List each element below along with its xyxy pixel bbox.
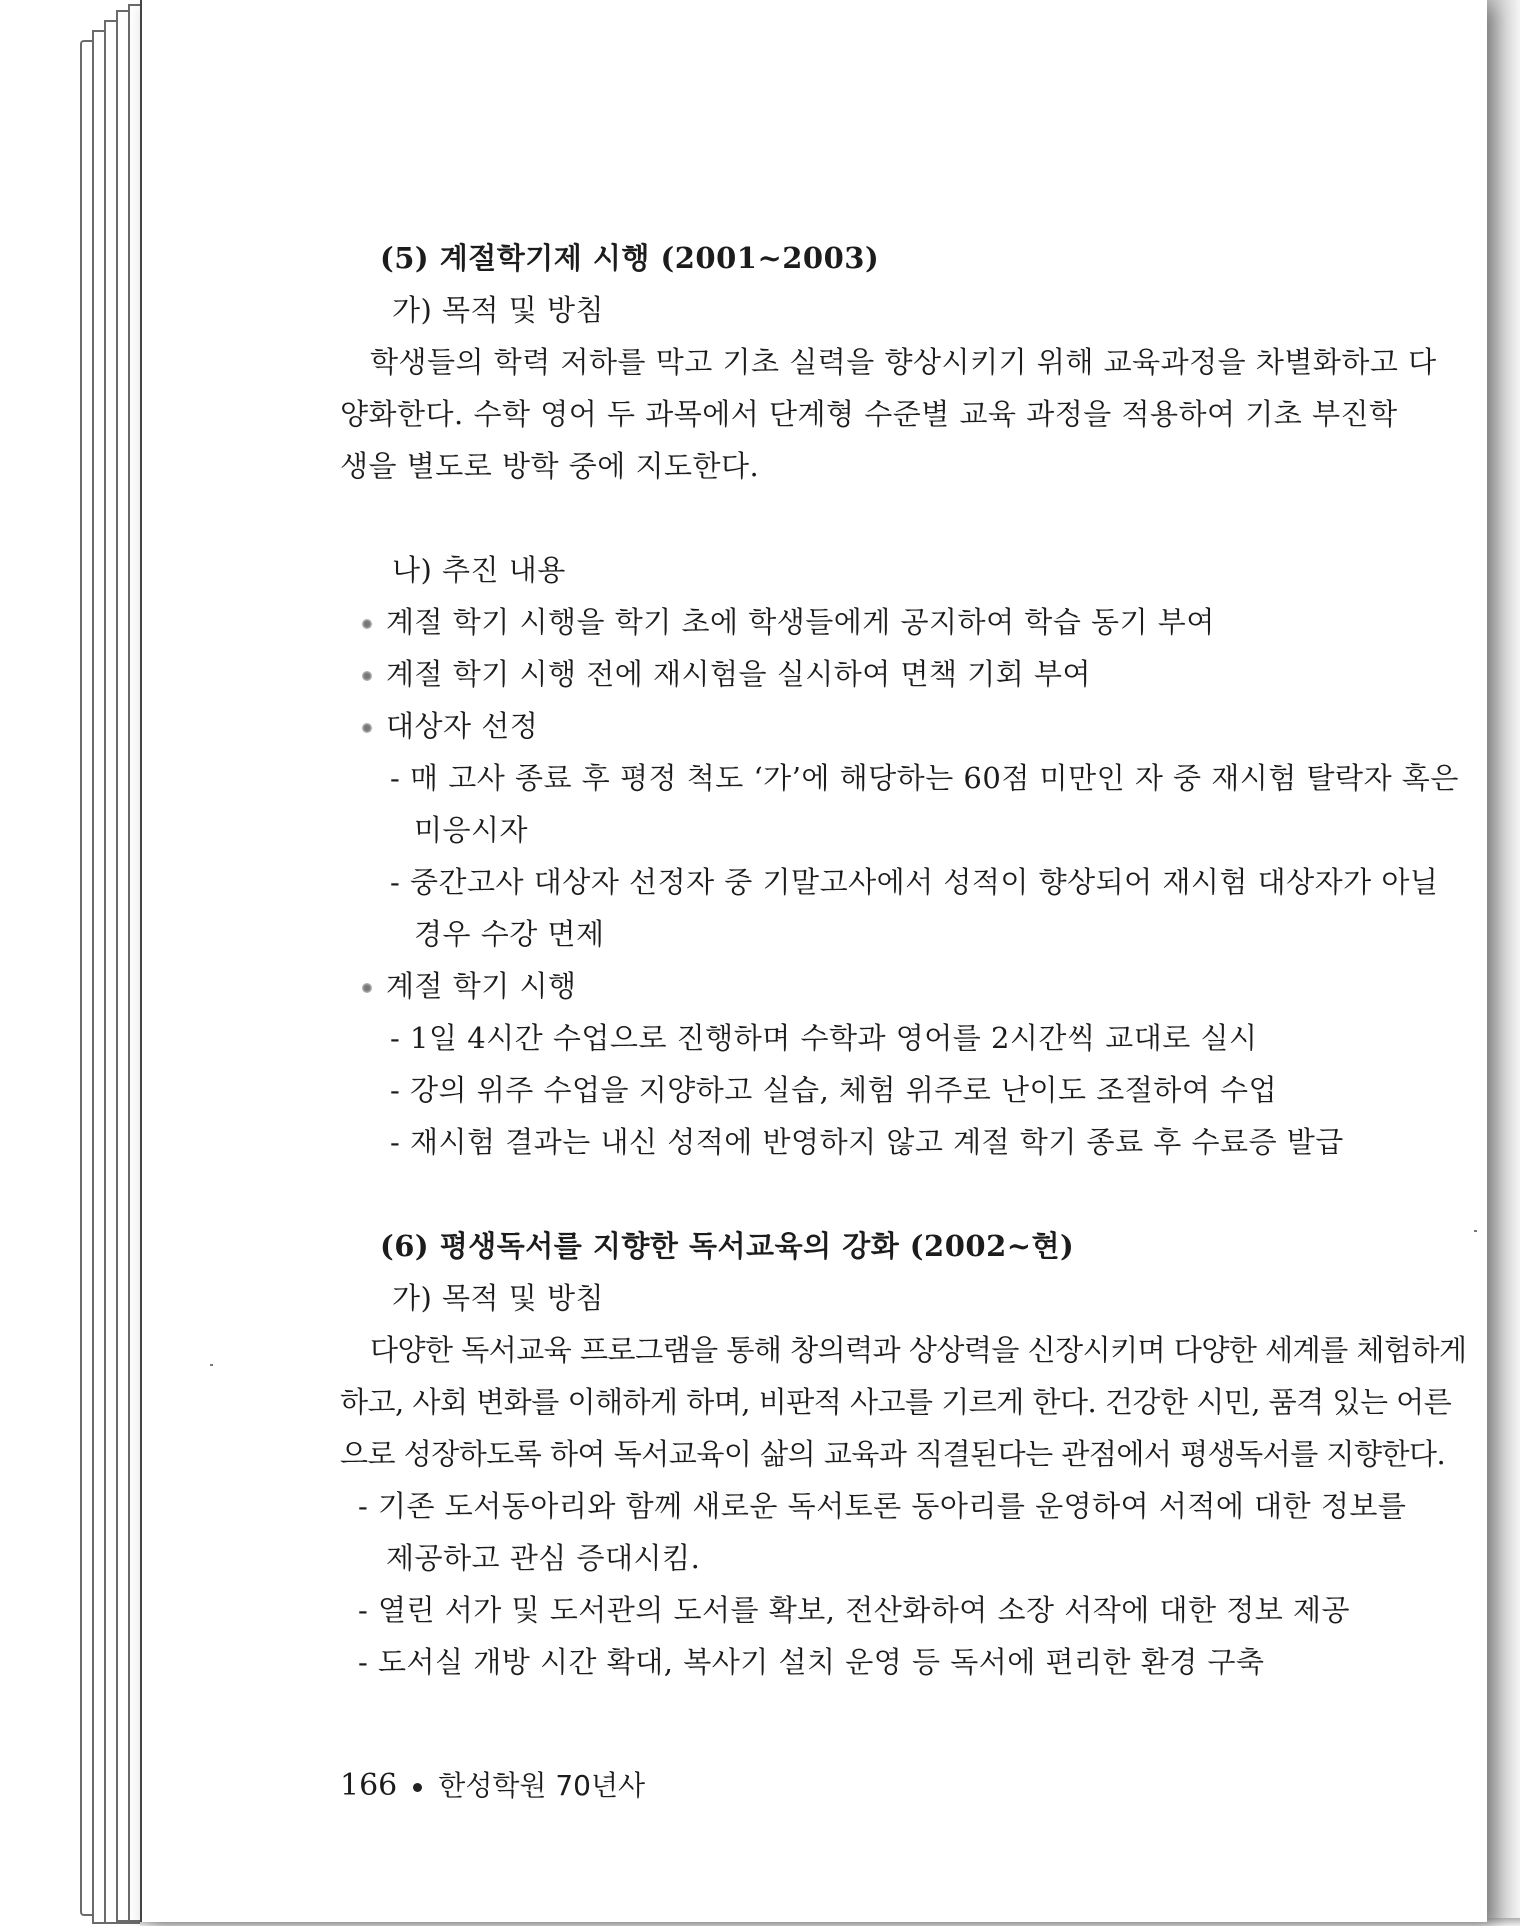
- section-5-heading: (5) 계절학기제 시행 (2001~2003): [380, 241, 880, 275]
- dash-item-line: - 매 고사 종료 후 평정 척도 ‘가’에 해당하는 60점 미만인 자 중 재시험 탈락자 혹은: [390, 761, 1459, 795]
- section-5-subheading-a: 가) 목적 및 방침: [392, 293, 605, 327]
- bullet-text: 계절 학기 시행을 학기 초에 학생들에게 공지하여 학습 동기 부여: [386, 605, 1215, 639]
- bullet-text: 계절 학기 시행 전에 재시험을 실시하여 면책 기회 부여: [386, 657, 1092, 691]
- dash-item-line: - 기존 도서동아리와 함께 새로운 독서토론 동아리를 운영하여 서적에 대한 정보를: [358, 1489, 1407, 1523]
- page-shadow-right: [1486, 0, 1520, 1926]
- book-title: 한성학원 70년사: [438, 1769, 646, 1802]
- scan-speck: [210, 1364, 213, 1366]
- dash-item-line: - 1일 4시간 수업으로 진행하며 수학과 영어를 2시간씩 교대로 실시: [390, 1021, 1258, 1055]
- bullet-item: [362, 656, 1091, 692]
- bullet-item: [362, 708, 538, 744]
- page-footer: [340, 1764, 645, 1804]
- dash-item-line: 경우 수강 면제: [414, 917, 605, 951]
- section-5-subheading-b: 나) 추진 내용: [392, 553, 566, 587]
- bullet-item: [362, 968, 577, 1004]
- bullet-icon: [362, 723, 372, 733]
- book-page: [140, 0, 1487, 1922]
- dash-item-line: - 도서실 개방 시간 확대, 복사기 설치 운영 등 독서에 편리한 환경 구축: [358, 1645, 1265, 1679]
- section-5-paragraph-line: 양화한다. 수학 영어 두 과목에서 단계형 수준별 교육 과정을 적용하여 기초 부진학: [340, 397, 1398, 431]
- section-6-paragraph-line: 으로 성장하도록 하여 독서교육이 삶의 교육과 직결된다는 관점에서 평생독서를 지향한다.: [340, 1437, 1446, 1471]
- section-6-subheading-a: 가) 목적 및 방침: [392, 1281, 605, 1315]
- section-5-paragraph-line: 학생들의 학력 저하를 막고 기초 실력을 향상시키기 위해 교육과정을 차별화하고 다: [370, 345, 1437, 379]
- bullet-item: [362, 604, 1215, 640]
- section-6-paragraph-line: 하고, 사회 변화를 이해하게 하며, 비판적 사고를 기르게 한다. 건강한 시민, 품격 있는 어른: [340, 1385, 1452, 1419]
- bullet-icon: [362, 619, 372, 629]
- dash-item-line: 미응시자: [414, 813, 529, 847]
- bullet-icon: [362, 983, 372, 993]
- section-5-paragraph-line: 생을 별도로 방학 중에 지도한다.: [340, 449, 760, 483]
- scan-speck: [1474, 1230, 1477, 1232]
- bullet-icon: [362, 671, 372, 681]
- dash-item-line: - 열린 서가 및 도서관의 도서를 확보, 전산화하여 소장 서작에 대한 정보 제공: [358, 1593, 1351, 1627]
- dash-item-line: - 중간고사 대상자 선정자 중 기말고사에서 성적이 향상되어 재시험 대상자가 아닐: [390, 865, 1439, 899]
- dash-item-line: - 강의 위주 수업을 지양하고 실습, 체험 위주로 난이도 조절하여 수업: [390, 1073, 1278, 1107]
- dash-item-line: - 재시험 결과는 내신 성적에 반영하지 않고 계절 학기 종료 후 수료증 발급: [390, 1125, 1344, 1159]
- dash-item-line: 제공하고 관심 증대시킴.: [386, 1541, 701, 1575]
- separator-dot-icon: [413, 1783, 422, 1792]
- bullet-text: 대상자 선정: [386, 709, 539, 743]
- section-6-heading: (6) 평생독서를 지향한 독서교육의 강화 (2002~현): [380, 1229, 1075, 1263]
- section-6-paragraph-line: 다양한 독서교육 프로그램을 통해 창의력과 상상력을 신장시키며 다양한 세계를 체험하게: [370, 1333, 1467, 1367]
- page-number: 166: [340, 1768, 398, 1803]
- bullet-text: 계절 학기 시행: [386, 969, 577, 1003]
